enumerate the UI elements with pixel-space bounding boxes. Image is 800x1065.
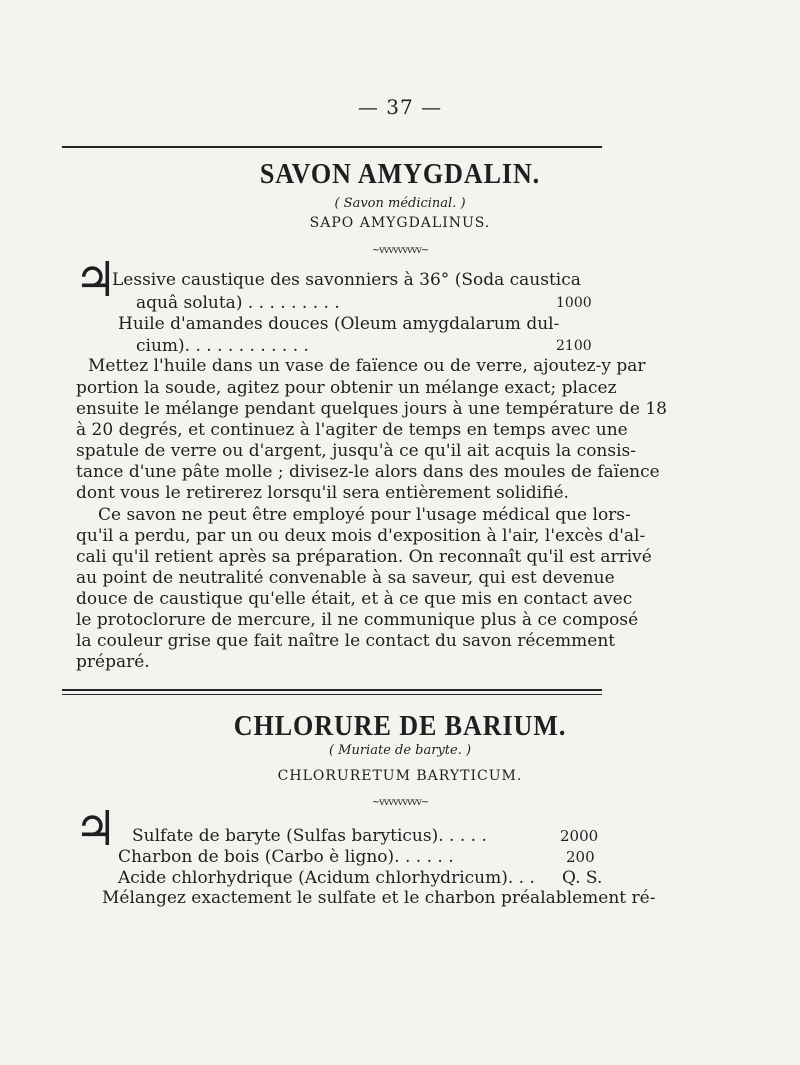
- latin-name-savon: SAPO AMYGDALINUS.: [309, 215, 491, 231]
- paragraph-line: tance d'une pâte molle ; divisez-le alors dans des moules de faïence: [76, 462, 660, 482]
- ingredient-quantity: 200: [566, 848, 595, 866]
- section-divider-thin: [62, 694, 602, 695]
- paragraph-line: au point de neutralité convenable à sa saveur, qui est devenue: [76, 568, 615, 588]
- paragraph-line: douce de caustique qu'elle était, et à ce que mis en contact avec: [76, 589, 633, 609]
- page-number: — 37 —: [357, 95, 443, 119]
- paragraph-line: spatule de verre ou d'argent, jusqu'à ce qu'il ait acquis la consis-: [76, 441, 637, 461]
- paragraph-line: ensuite le mélange pendant quelques jours à une température de 18: [76, 399, 667, 419]
- paragraph-line: Ce savon ne peut être employé pour l'usage médical que lors-: [98, 505, 631, 525]
- ornament-flourish: ~vvvvvvvvv~: [371, 797, 429, 808]
- ingredient-line: Acide chlorhydrique (Acidum chlorhydricum). . .: [118, 868, 535, 888]
- recipe-symbol-icon: ♃: [74, 801, 118, 857]
- ingredient-line: Charbon de bois (Carbo è ligno). . . . . .: [118, 847, 454, 867]
- paragraph-line: portion la soude, agitez pour obtenir un mélange exact; placez: [76, 378, 617, 398]
- paragraph-line: qu'il a perdu, par un ou deux mois d'exposition à l'air, l'excès d'al-: [76, 526, 646, 546]
- section-subtitle-chlorure: ( Muriate de baryte. ): [328, 743, 472, 758]
- paragraph-line: à 20 degrés, et continuez à l'agiter de temps en temps avec une: [76, 420, 628, 440]
- ingredient-quantity: 2100: [556, 338, 592, 354]
- paragraph-line: Mettez l'huile dans un vase de faïence ou de verre, ajoutez-y par: [88, 356, 646, 376]
- paragraph-line: dont vous le retirerez lorsqu'il sera entièrement solidifié.: [76, 483, 569, 503]
- header-rule: [62, 146, 602, 148]
- ingredient-quantity: 1000: [556, 295, 592, 311]
- paragraph-line: le protoclorure de mercure, il ne communique plus à ce composé: [76, 610, 639, 630]
- ingredient-quantity: Q. S.: [562, 868, 603, 888]
- latin-name-chlorure: CHLORURETUM BARYTICUM.: [277, 768, 523, 784]
- paragraph-line: cali qu'il retient après sa préparation. On reconnaît qu'il est arrivé: [76, 547, 652, 567]
- section-subtitle-savon: ( Savon médicinal. ): [334, 196, 466, 211]
- ornament-flourish: ~vvvvvvvvv~: [371, 245, 429, 256]
- ingredient-quantity: 2000: [560, 827, 599, 845]
- ingredient-line: Sulfate de baryte (Sulfas baryticus). . . . .: [132, 826, 487, 846]
- ingredient-line: cium). . . . . . . . . . . .: [136, 336, 309, 356]
- paragraph-line: Mélangez exactement le sulfate et le charbon préalablement ré-: [102, 888, 656, 908]
- section-title-chlorure: CHLORURE DE BARIUM.: [233, 710, 567, 742]
- ingredient-line: Huile d'amandes douces (Oleum amygdalarum dul-: [118, 314, 560, 334]
- paragraph-line: la couleur grise que fait naître le contact du savon récemment: [76, 631, 616, 651]
- section-divider: [62, 689, 602, 691]
- ingredient-line: aquâ soluta) . . . . . . . . .: [136, 293, 340, 313]
- section-title-savon: SAVON AMYGDALIN.: [259, 158, 541, 190]
- recipe-symbol-icon: ♃: [74, 252, 118, 308]
- paragraph-line: préparé.: [76, 652, 150, 672]
- ingredient-line: Lessive caustique des savonniers à 36° (Soda caustica: [112, 270, 581, 290]
